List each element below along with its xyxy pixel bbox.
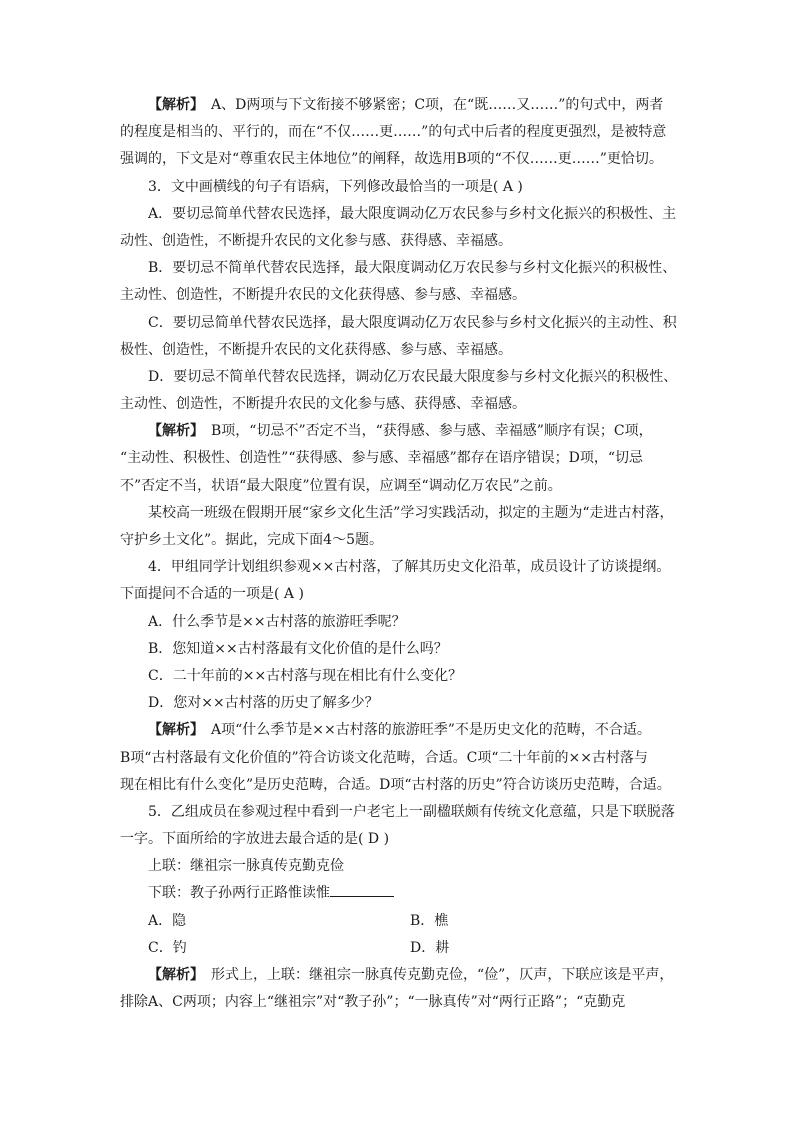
- line-text: 守护乡土文化”。据此，完成下面4～5题。: [120, 532, 383, 548]
- line-text: 3．文中画横线的句子有语病，下列修改最恰当的一项是( A ): [148, 178, 523, 195]
- analysis-line: [120, 962, 676, 989]
- document-page: [120, 92, 676, 1016]
- text-line: [120, 364, 676, 391]
- text-line: [120, 745, 676, 772]
- line-text: 一字。下面所给的字放进去最合适的是( D ): [120, 831, 390, 848]
- text-line: [120, 119, 676, 146]
- text-line: [120, 690, 676, 717]
- text-line: [120, 391, 676, 418]
- line-text: A．要切忌简单代替农民选择，最大限度调动亿万农民参与乡村文化振兴的积极性、主: [148, 205, 677, 222]
- analysis-label: 【解析】: [148, 423, 197, 440]
- line-text: C．要切忌简单代替农民选择，最大限度调动亿万农民参与乡村文化振兴的主动性、积: [148, 314, 677, 331]
- option-right: D．耕: [410, 939, 450, 956]
- text-line: [120, 174, 676, 201]
- line-text: C．二十年前的××古村落与现在相比有什么变化？: [148, 667, 463, 684]
- line-text: 主动性、创造性，不断提升农民的文化获得感、参与感、幸福感。: [120, 287, 526, 304]
- text-line: [120, 146, 676, 173]
- text-line: [120, 880, 676, 907]
- text-line: [120, 581, 676, 608]
- line-text: 排除A、C两项；内容上“继祖宗”对“教子孙”；“一脉真传”对“两行正路”；“克勤克: [120, 994, 626, 1011]
- option-row: [120, 935, 676, 962]
- option-left: A．隐: [148, 912, 187, 929]
- line-text: B项“古村落最有文化价值的”符合访谈文化范畴，合适。C项“二十年前的××古村落与: [120, 749, 648, 766]
- line-text: 极性、创造性，不断提升农民的文化获得感、参与感、幸福感。: [120, 341, 512, 358]
- line-text: 现在相比有什么变化”是历史范畴，合适。D项“古村落的历史”符合访谈历史范畴，合适。: [120, 776, 671, 793]
- text-line: [120, 826, 676, 853]
- text-line: [120, 228, 676, 255]
- text-line: [120, 473, 676, 500]
- analysis-line: [120, 717, 676, 744]
- text-line: [120, 310, 676, 337]
- text-line: [120, 989, 676, 1016]
- text-line: [120, 282, 676, 309]
- line-text: B．要切忌不简单代替农民选择，最大限度调动亿万农民参与乡村文化振兴的积极性、: [148, 260, 677, 277]
- line-text: 不”否定不当，状语“最大限度”位置有误，应调至“调动亿万农民”之前。: [120, 477, 562, 494]
- analysis-line: [120, 92, 676, 119]
- text-line: [120, 255, 676, 282]
- analysis-line: [120, 418, 676, 445]
- line-text: 某校高一班级在假期开展“家乡文化生活”学习实践活动，拟定的主题为“走进古村落，: [148, 504, 674, 521]
- text-line: [120, 636, 676, 663]
- text-line: [120, 554, 676, 581]
- analysis-label: 【解析】: [148, 722, 197, 739]
- line-text: 动性、创造性，不断提升农民的文化参与感、获得感、幸福感。: [120, 232, 512, 249]
- answer-options: [120, 908, 676, 962]
- text-line: [120, 799, 676, 826]
- text-line: [120, 772, 676, 799]
- line-text: A项“什么季节是××古村落的旅游旺季”不是历史文化的范畴，不合适。: [197, 722, 651, 739]
- option-left: C．钓: [148, 939, 187, 956]
- analysis-label: 【解析】: [148, 967, 197, 983]
- text-line: [120, 527, 676, 554]
- line-text: 5．乙组成员在参观过程中看到一户老宅上一副楹联颇有传统文化意蕴，只是下联脱落: [148, 803, 675, 820]
- text-line: [120, 337, 676, 364]
- text-line: [120, 853, 676, 880]
- fill-in-blank: [330, 884, 394, 897]
- document-body: [120, 92, 676, 908]
- analysis-label: 【解析】: [148, 97, 197, 113]
- line-text: 4．甲组同学计划组织参观××古村落，了解其历史文化沿革，成员设计了访谈提纲。: [148, 559, 671, 576]
- line-text: 下联：教子孙两行正路惟读惟: [148, 885, 330, 902]
- line-text: 的程度是相当的、平行的，而在“不仅……更……”的句式中后者的程度更强烈，是被特意: [120, 124, 667, 141]
- text-line: [120, 609, 676, 636]
- option-row: [120, 908, 676, 935]
- line-text: 形式上，上联：继祖宗一脉真传克勤克俭，“俭”，仄声，下联应该是平声，: [197, 967, 674, 983]
- line-text: A．什么季节是××古村落的旅游旺季呢？: [148, 613, 406, 630]
- text-line: [120, 500, 676, 527]
- line-text: “主动性、积极性、创造性”“获得感、参与感、幸福感”都存在语序错误；D项，“切忌: [120, 450, 644, 467]
- line-text: A、D两项与下文衔接不够紧密；C项，在“既……又……”的句式中，两者: [197, 97, 664, 113]
- line-text: D．要切忌不简单代替农民选择，调动亿万农民最大限度参与乡村文化振兴的积极性、: [148, 368, 678, 385]
- text-line: [120, 445, 676, 472]
- line-text: B项，“切忌不”否定不当，“获得感、参与感、幸福感”顺序有误；C项，: [197, 423, 653, 440]
- line-text: B．您知道××古村落最有文化价值的是什么吗？: [148, 640, 448, 657]
- line-text: 下面提问不合适的一项是( A ): [120, 586, 304, 603]
- document-tail: [120, 962, 676, 1016]
- text-line: [120, 201, 676, 228]
- line-text: D．您对××古村落的历史了解多少？: [148, 695, 379, 712]
- line-text: 上联：继祖宗一脉真传克勤克俭: [148, 858, 344, 875]
- line-text: 主动性、创造性，不断提升农民的文化参与感、获得感、幸福感。: [120, 396, 526, 413]
- option-right: B．樵: [410, 912, 449, 929]
- line-text: 强调的，下文是对“尊重农民主体地位”的阐释，故选用B项的“不仅……更……”更恰切。: [120, 151, 663, 168]
- text-line: [120, 663, 676, 690]
